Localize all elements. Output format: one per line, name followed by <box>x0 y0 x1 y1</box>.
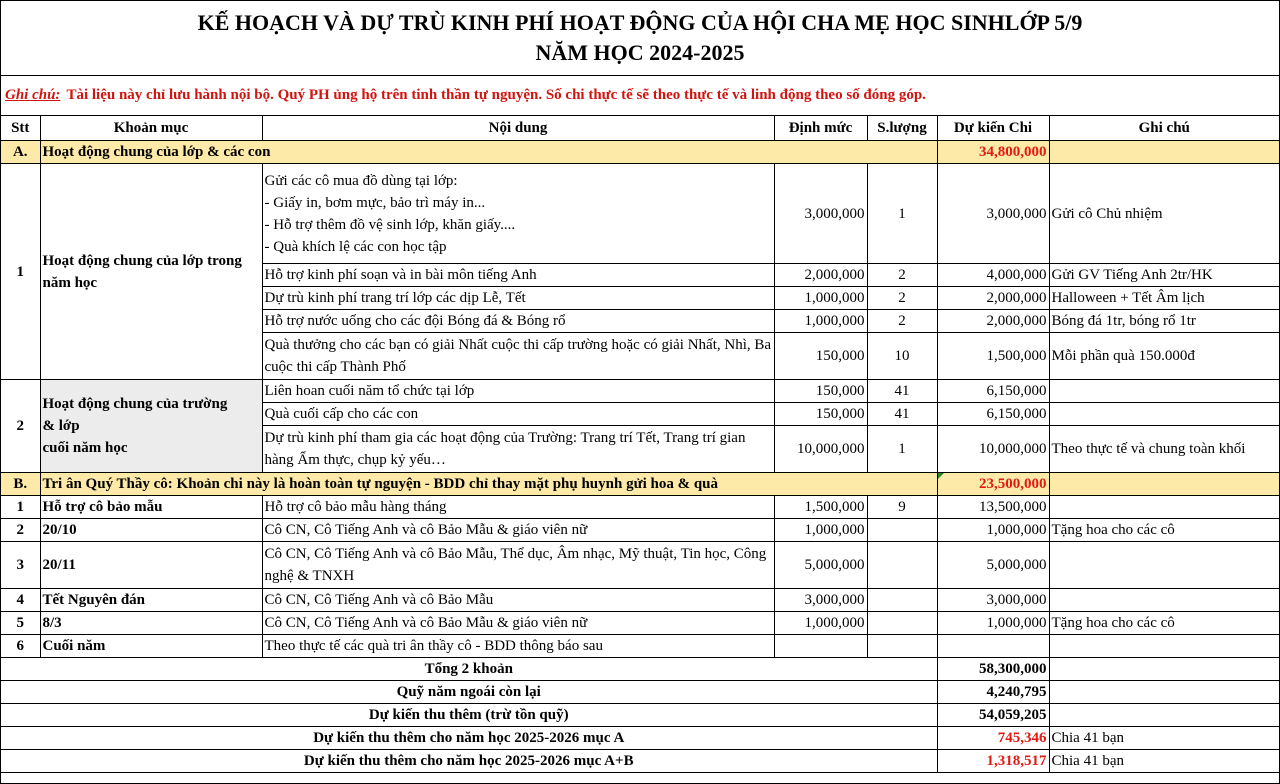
qty-cell: 2 <box>867 264 937 287</box>
estimate-cell: 2,000,000 <box>937 310 1049 333</box>
content-cell <box>262 164 774 264</box>
rate-cell: 10,000,000 <box>774 426 867 473</box>
note-cell: Halloween + Tết Âm lịch <box>1049 287 1279 310</box>
title-line-1: KẾ HOẠCH VÀ DỰ TRÙ KINH PHÍ HOẠT ĐỘNG CỦA HỘI CHA MẸ HỌC SINHLỚP 5/9 <box>197 10 1083 35</box>
content-line: - Giấy in, bơm mực, bảo trì máy in... <box>264 194 486 211</box>
summary-value: 4,240,795 <box>937 681 1049 704</box>
content-line: Gửi các cô mua đồ dùng tại lớp: <box>264 172 458 189</box>
rate-cell <box>774 635 867 658</box>
rate-cell: 1,000,000 <box>774 287 867 310</box>
note-cell: Theo thực tế và chung toàn khối <box>1049 426 1279 473</box>
qty-cell: 41 <box>867 403 937 426</box>
content-cell: Dự trù kinh phí trang trí lớp các dịp Lễ, Tết <box>262 287 774 310</box>
section-b-stt: B. <box>1 473 40 496</box>
note-text: Tài liệu này chỉ lưu hành nội bộ. Quý PH ủng hộ trên tinh thần tự nguyện. Số chi thực tế sẽ theo thực tế và linh động theo số đóng góp. <box>66 87 926 103</box>
qty-cell: 9 <box>867 496 937 519</box>
summary-note <box>1049 704 1279 727</box>
note-label: Ghi chú: <box>5 87 61 103</box>
note-bar <box>1 76 1279 116</box>
table-row <box>1 380 1279 403</box>
estimate-cell: 1,000,000 <box>937 519 1049 542</box>
group-2-label <box>40 380 262 473</box>
note-cell: Gửi GV Tiếng Anh 2tr/HK <box>1049 264 1279 287</box>
header-stt: Stt <box>1 116 40 141</box>
rate-cell: 150,000 <box>774 403 867 426</box>
group-2-label-line: & lớp <box>42 418 80 434</box>
rate-cell: 150,000 <box>774 380 867 403</box>
note-cell <box>1049 380 1279 403</box>
estimate-cell: 4,000,000 <box>937 264 1049 287</box>
summary-value: 745,346 <box>937 727 1049 750</box>
item-cell: 8/3 <box>40 612 262 635</box>
header-rate: Định mức <box>774 116 867 141</box>
content-cell: Cô CN, Cô Tiếng Anh và cô Bảo Mẫu & giáo viên nữ <box>262 519 774 542</box>
stt-cell: 4 <box>1 589 40 612</box>
qty-cell: 1 <box>867 164 937 264</box>
stt-cell: 1 <box>1 496 40 519</box>
header-row <box>1 116 1279 141</box>
estimate-cell: 1,000,000 <box>937 612 1049 635</box>
section-b-total: 23,500,000 <box>937 473 1049 496</box>
rate-cell: 2,000,000 <box>774 264 867 287</box>
qty-cell <box>867 542 937 589</box>
summary-note: Chia 41 bạn <box>1049 727 1279 750</box>
qty-cell: 41 <box>867 380 937 403</box>
content-cell: Cô CN, Cô Tiếng Anh và cô Bảo Mẫu <box>262 589 774 612</box>
note-cell <box>1049 496 1279 519</box>
rate-cell: 150,000 <box>774 333 867 380</box>
header-estimate: Dự kiến Chi <box>937 116 1049 141</box>
estimate-cell: 13,500,000 <box>937 496 1049 519</box>
content-cell: Hỗ trợ kinh phí soạn và in bài môn tiếng Anh <box>262 264 774 287</box>
item-cell: 20/11 <box>40 542 262 589</box>
rate-cell: 3,000,000 <box>774 164 867 264</box>
rate-cell: 1,500,000 <box>774 496 867 519</box>
header-note: Ghi chú <box>1049 116 1279 141</box>
note-cell <box>1049 542 1279 589</box>
stt-cell: 6 <box>1 635 40 658</box>
summary-value: 58,300,000 <box>937 658 1049 681</box>
item-cell: Tết Nguyên đán <box>40 589 262 612</box>
note-cell <box>1049 589 1279 612</box>
summary-value: 1,318,517 <box>937 750 1049 773</box>
page-title <box>1 1 1279 76</box>
qty-cell: 2 <box>867 287 937 310</box>
table-row <box>1 164 1279 264</box>
content-cell: Cô CN, Cô Tiếng Anh và cô Bảo Mẫu & giáo viên nữ <box>262 612 774 635</box>
summary-row <box>1 704 1279 727</box>
note-cell: Tặng hoa cho các cô <box>1049 519 1279 542</box>
content-cell: Dự trù kinh phí tham gia các hoạt động của Trường: Trang trí Tết, Trang trí gian hàng Ẩm thực, chụp kỷ yếu… <box>262 426 774 473</box>
estimate-cell: 2,000,000 <box>937 287 1049 310</box>
estimate-cell <box>937 635 1049 658</box>
qty-cell <box>867 612 937 635</box>
group-1-stt: 1 <box>1 164 40 380</box>
table-row <box>1 496 1279 519</box>
rate-cell: 1,000,000 <box>774 310 867 333</box>
qty-cell: 2 <box>867 310 937 333</box>
group-2-label-line: Hoạt động chung của trường <box>42 396 228 412</box>
summary-note <box>1049 681 1279 704</box>
summary-row <box>1 681 1279 704</box>
qty-cell <box>867 589 937 612</box>
qty-cell <box>867 519 937 542</box>
estimate-cell: 10,000,000 <box>937 426 1049 473</box>
rate-cell: 1,000,000 <box>774 519 867 542</box>
item-cell: Hỗ trợ cô bảo mẫu <box>40 496 262 519</box>
header-qty: S.lượng <box>867 116 937 141</box>
section-a-total: 34,800,000 <box>937 141 1049 164</box>
content-cell: Theo thực tế các quà tri ân thầy cô - BDD thông báo sau <box>262 635 774 658</box>
estimate-cell: 3,000,000 <box>937 589 1049 612</box>
summary-label: Quỹ năm ngoái còn lại <box>1 681 937 704</box>
section-a-stt: A. <box>1 141 40 164</box>
content-cell: Quà cuối cấp cho các con <box>262 403 774 426</box>
content-cell: Liên hoan cuối năm tổ chức tại lớp <box>262 380 774 403</box>
qty-cell <box>867 635 937 658</box>
content-cell: Cô CN, Cô Tiếng Anh và cô Bảo Mẫu, Thể dục, Âm nhạc, Mỹ thuật, Tin học, Công nghệ & TNXH <box>262 542 774 589</box>
summary-row <box>1 750 1279 773</box>
content-cell: Hỗ trợ nước uống cho các đội Bóng đá & Bóng rổ <box>262 310 774 333</box>
estimate-cell: 6,150,000 <box>937 403 1049 426</box>
section-b-row <box>1 473 1279 496</box>
table-row <box>1 612 1279 635</box>
section-b-label: Tri ân Quý Thầy cô: Khoản chi này là hoàn toàn tự nguyện - BDD chỉ thay mặt phụ huynh gửi hoa & quà <box>40 473 937 496</box>
note-cell: Tặng hoa cho các cô <box>1049 612 1279 635</box>
estimate-cell: 1,500,000 <box>937 333 1049 380</box>
estimate-cell: 5,000,000 <box>937 542 1049 589</box>
content-cell: Quà thưởng cho các bạn có giải Nhất cuộc thi cấp trường hoặc có giải Nhất, Nhì, Ba cuộc thi cấp Thành Phố <box>262 333 774 380</box>
table-row <box>1 635 1279 658</box>
summary-row <box>1 658 1279 681</box>
note-cell: Bóng đá 1tr, bóng rổ 1tr <box>1049 310 1279 333</box>
table-row <box>1 589 1279 612</box>
stt-cell: 5 <box>1 612 40 635</box>
note-cell: Mỗi phần quà 150.000đ <box>1049 333 1279 380</box>
summary-label: Tổng 2 khoản <box>1 658 937 681</box>
section-a-row <box>1 141 1279 164</box>
table-row <box>1 542 1279 589</box>
summary-label: Dự kiến thu thêm cho năm học 2025-2026 mục A+B <box>1 750 937 773</box>
estimate-cell: 3,000,000 <box>937 164 1049 264</box>
group-2-label-line: cuối năm học <box>42 440 128 456</box>
summary-note <box>1049 658 1279 681</box>
group-1-label: Hoạt động chung của lớp trong năm học <box>40 164 262 380</box>
summary-note: Chia 41 bạn <box>1049 750 1279 773</box>
note-cell: Gửi cô Chủ nhiệm <box>1049 164 1279 264</box>
budget-table <box>1 116 1279 773</box>
summary-label: Dự kiến thu thêm cho năm học 2025-2026 mục A <box>1 727 937 750</box>
group-2-stt: 2 <box>1 380 40 473</box>
content-cell: Hỗ trợ cô bảo mẫu hàng tháng <box>262 496 774 519</box>
item-cell: 20/10 <box>40 519 262 542</box>
section-b-note <box>1049 473 1279 496</box>
stt-cell: 3 <box>1 542 40 589</box>
section-a-note <box>1049 141 1279 164</box>
qty-cell: 1 <box>867 426 937 473</box>
note-cell <box>1049 635 1279 658</box>
summary-label: Dự kiến thu thêm (trừ tồn quỹ) <box>1 704 937 727</box>
header-item: Khoản mục <box>40 116 262 141</box>
rate-cell: 1,000,000 <box>774 612 867 635</box>
content-line: - Hỗ trợ thêm đồ vệ sinh lớp, khăn giấy.... <box>264 216 516 233</box>
item-cell: Cuối năm <box>40 635 262 658</box>
section-a-label: Hoạt động chung của lớp & các con <box>40 141 937 164</box>
table-row <box>1 519 1279 542</box>
summary-row <box>1 727 1279 750</box>
rate-cell: 3,000,000 <box>774 589 867 612</box>
title-line-2: NĂM HỌC 2024-2025 <box>535 40 745 65</box>
header-content: Nội dung <box>262 116 774 141</box>
content-line: - Quà khích lệ các con học tập <box>264 238 447 255</box>
note-cell <box>1049 403 1279 426</box>
stt-cell: 2 <box>1 519 40 542</box>
summary-value: 54,059,205 <box>937 704 1049 727</box>
rate-cell: 5,000,000 <box>774 542 867 589</box>
estimate-cell: 6,150,000 <box>937 380 1049 403</box>
qty-cell: 10 <box>867 333 937 380</box>
